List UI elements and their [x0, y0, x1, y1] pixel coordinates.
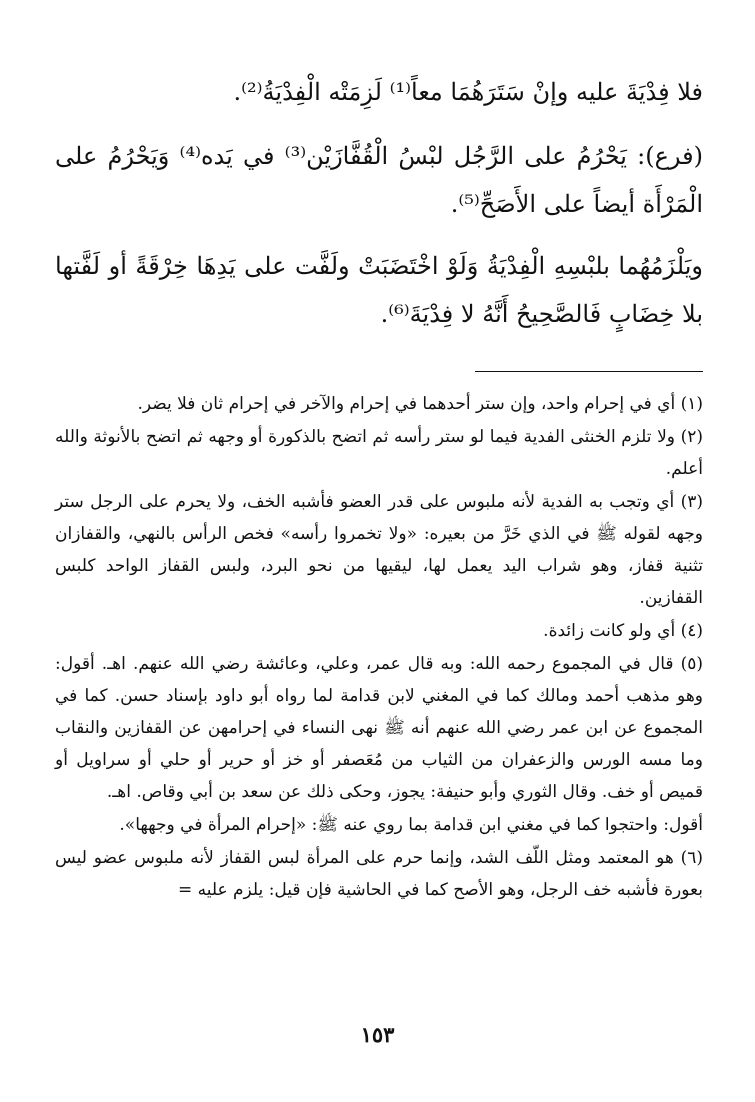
footnote: (٢) ولا تلزم الخنثى الفدية فيما لو ستر رأسه ثم اتضح بالذكورة أو وجهه ثم اتضح بالأنوثة والله أعلم.	[55, 427, 703, 479]
footnote-divider	[475, 371, 703, 372]
main-paragraph: ويَلْزَمُهُما بلبْسِهِ الْفِدْيَةُ وَلَوْ اخْتَضَبَتْ ولَفَّت على يَدِهَا خِرْقَةً أو لَفَّتها بلا خِضَابٍ فَالصَّحِيحُ أَنَّهُ لا فِدْيَةَ⁽⁶⁾.	[55, 252, 703, 328]
footnotes	[55, 388, 703, 907]
footnote: (٤) أي ولو كانت زائدة.	[543, 621, 703, 641]
main-paragraph: (فرع): يَحْرُمُ على الرَّجُل لبْسُ الْقُفَّازَيْن⁽³⁾ في يَده⁽⁴⁾ وَيَحْرُمُ على الْمَرْأَة أيضاً على الأَصَحِّ⁽⁵⁾.	[55, 142, 704, 218]
footnote: (٦) هو المعتمد ومثل اللّف الشد، وإنما حرم على المرأة لبس القفاز لأنه ملبوس عضو ليس بعورة فأشبه خف الرجل، وهو الأصح كما في الحاشية فإن قيل: يلزم عليه =	[55, 848, 703, 900]
footnote: (٥) قال في المجموع رحمه الله: وبه قال عمر، وعلي، وعائشة رضي الله عنهم. اهـ. أقول: وهو مذهب أحمد ومالك كما في المغني لابن قدامة لما رواه أبو داود بإسناد حسن. كما في المجموع عن ابن عمر رضي الله عنهم أنه ﷺ نهى النساء في إحرامهن عن القفازين والنقاب وما مسه الورس والزعفران من الثياب من مُعَصفر أو خز أو حرير أو حلي أو سراويل أو قميص أو خف. وقال الثوري وأبو حنيفة: يجوز، وحكى ذلك عن سعد بن أبي وقاص. اهـ.	[55, 654, 703, 802]
main-paragraph: فلا فِدْيَةَ عليه وإنْ سَتَرَهُمَا معاً⁽¹⁾ لَزِمَتْه الْفِدْيَةُ⁽²⁾.	[233, 78, 703, 106]
footnote: أقول: واحتجوا كما في مغني ابن قدامة بما روي عنه ﷺ: «إحرام المرأة في وجهها».	[119, 815, 703, 835]
footnote: (٣) أي وتجب به الفدية لأنه ملبوس على قدر العضو فأشبه الخف، ولا يحرم على الرجل ستر وجهه لقوله ﷺ في الذي خَرَّ من بعيره: «ولا تخمروا رأسه» فخص الرأس بالنهي، والقفازان تثنية قفاز، وهو شراب اليد يعمل لها، ليقيها من نحو البرد، ولبس القفاز الواحد كلبس القفازين.	[55, 492, 703, 608]
footnote: (١) أي في إحرام واحد، وإن ستر أحدهما في إحرام والآخر في إحرام ثان فلا يضر.	[137, 394, 703, 414]
main-text	[55, 68, 703, 352]
page-number: ١٥٣	[360, 1022, 395, 1047]
